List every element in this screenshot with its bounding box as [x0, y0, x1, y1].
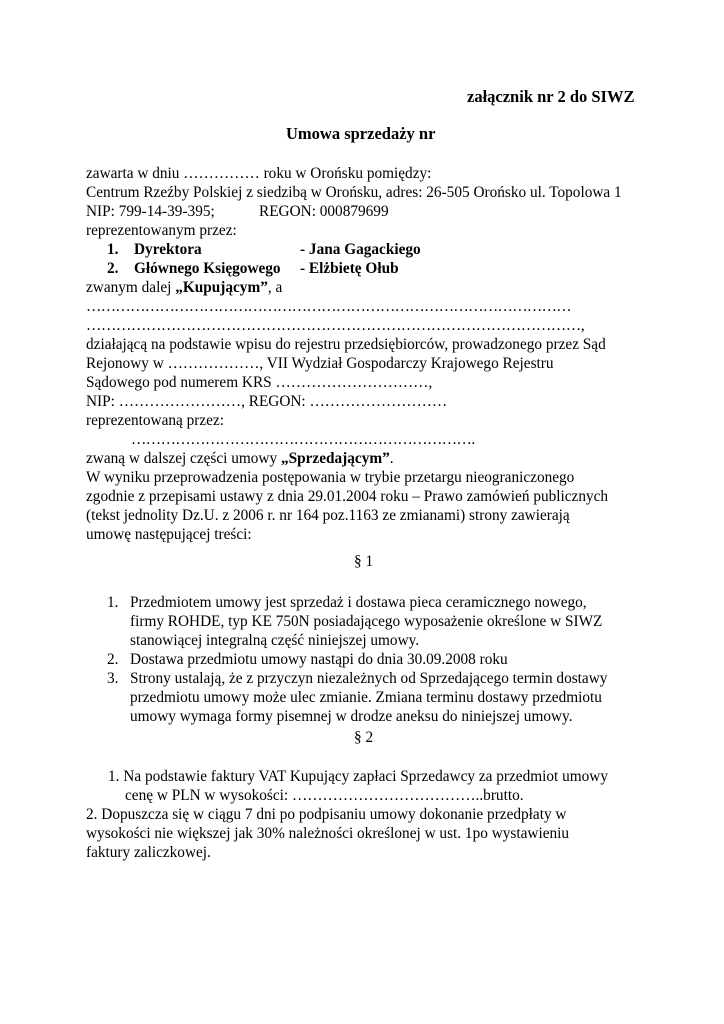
s1-item-1-line: firmy ROHDE, typ KE 750N posiadającego wyposażenie określone w SIWZ	[130, 613, 603, 630]
s1-item-3-line: Strony ustalają, że z przyczyn niezależnych od Sprzedającego termin dostawy	[130, 670, 608, 687]
s1-item-2-number: 2.	[107, 651, 119, 668]
intro-represented: reprezentowanym przez:	[86, 222, 237, 239]
s1-item-1-line: Przedmiotem umowy jest sprzedaż i dostawa pieca ceramicznego nowego,	[130, 594, 587, 611]
s1-item-1-line: stanowiącej integralną część niniejszej umowy.	[130, 632, 420, 649]
s1-item-3-line: umowy wymaga formy pisemnej w drodze aneksu do niniejszej umowy.	[130, 708, 573, 725]
s2-line: 2. Dopuszcza się w ciągu 7 dni po podpisaniu umowy dokonanie przedpłaty w	[86, 806, 567, 823]
s2-line: wysokości nie większej jak 30% należności określonej w ust. 1po wystawieniu	[86, 825, 570, 842]
seller-line-3: działającą na podstawie wpisu do rejestru przedsiębiorców, prowadzonego przez Sąd	[86, 336, 606, 353]
intro-line-2: Centrum Rzeźby Polskiej z siedzibą w Orońsku, adres: 26-505 Orońsko ul. Topolowa 1	[86, 184, 622, 201]
s1-item-2-line: Dostawa przedmiotu umowy nastąpi do dnia 30.09.2008 roku	[130, 651, 508, 668]
s1-item-3-number: 3.	[107, 670, 119, 687]
rep-2-name: - Elżbietę Ołub	[300, 260, 399, 277]
intro-line-1: zawarta w dniu …………… roku w Orońsku pomiędzy:	[86, 165, 432, 182]
seller-dots-2: ………………………………………………………………………………………,	[86, 317, 585, 334]
seller-dots-1: ………………………………………………………………………………………	[86, 298, 571, 315]
buyer-pre: zwanym dalej	[86, 279, 176, 296]
intro-regon: REGON: 000879699	[259, 203, 389, 220]
s2-line: 1. Na podstawie faktury VAT Kupujący zapłaci Sprzedawcy za przedmiot umowy	[108, 768, 608, 785]
rep-2-role: Głównego Księgowego	[134, 260, 281, 277]
section-1-heading: § 1	[354, 553, 374, 570]
rep-2-number: 2.	[107, 260, 119, 277]
section-2-heading: § 2	[354, 729, 374, 746]
seller-line-4: Rejonowy w ………………, VII Wydział Gospodarczy Krajowego Rejestru	[86, 355, 554, 372]
seller-called-label: „Sprzedającym”	[280, 450, 390, 467]
seller-called-post: .	[389, 450, 394, 467]
rep-1-name: - Jana Gagackiego	[300, 241, 421, 258]
preamble-line: (tekst jednolity Dz.U. z 2006 r. nr 164 poz.1163 ze zmianami) strony zawierają	[86, 507, 570, 524]
s2-line: cenę w PLN w wysokości: ………………………………..brutto.	[125, 787, 524, 804]
document-title: Umowa sprzedaży nr	[286, 124, 436, 143]
buyer-post: , a	[267, 279, 283, 296]
buyer-label: „Kupującym”	[175, 279, 268, 296]
s1-item-1-number: 1.	[107, 594, 119, 611]
rep-1-number: 1.	[107, 241, 119, 258]
seller-called-pre: zwaną w dalszej części umowy	[86, 450, 281, 467]
s1-item-3-line: przedmiotu umowy może ulec zmianie. Zmiana terminu dostawy przedmiotu	[130, 689, 602, 706]
intro-nip: NIP: 799-14-39-395;	[86, 203, 215, 220]
preamble-line: zgodnie z przepisami ustawy z dnia 29.01.2004 roku – Prawo zamówień publicznych	[86, 488, 609, 505]
seller-line-5: Sądowego pod numerem KRS …………………………,	[86, 374, 433, 391]
rep-1-role: Dyrektora	[134, 241, 202, 258]
preamble-line: umowę następującej treści:	[86, 526, 252, 543]
buyer-line	[86, 278, 282, 297]
seller-called-line	[86, 449, 394, 468]
seller-line-8: …………………………………………………………….	[131, 431, 475, 448]
s2-line: faktury zaliczkowej.	[86, 844, 211, 861]
seller-line-6: NIP: ……………………, REGON: ………………………	[86, 393, 448, 410]
annex-label: załącznik nr 2 do SIWZ	[467, 87, 635, 106]
preamble-line: W wyniku przeprowadzenia postępowania w trybie przetargu nieograniczonego	[86, 469, 575, 486]
seller-line-7: reprezentowaną przez:	[86, 412, 225, 429]
